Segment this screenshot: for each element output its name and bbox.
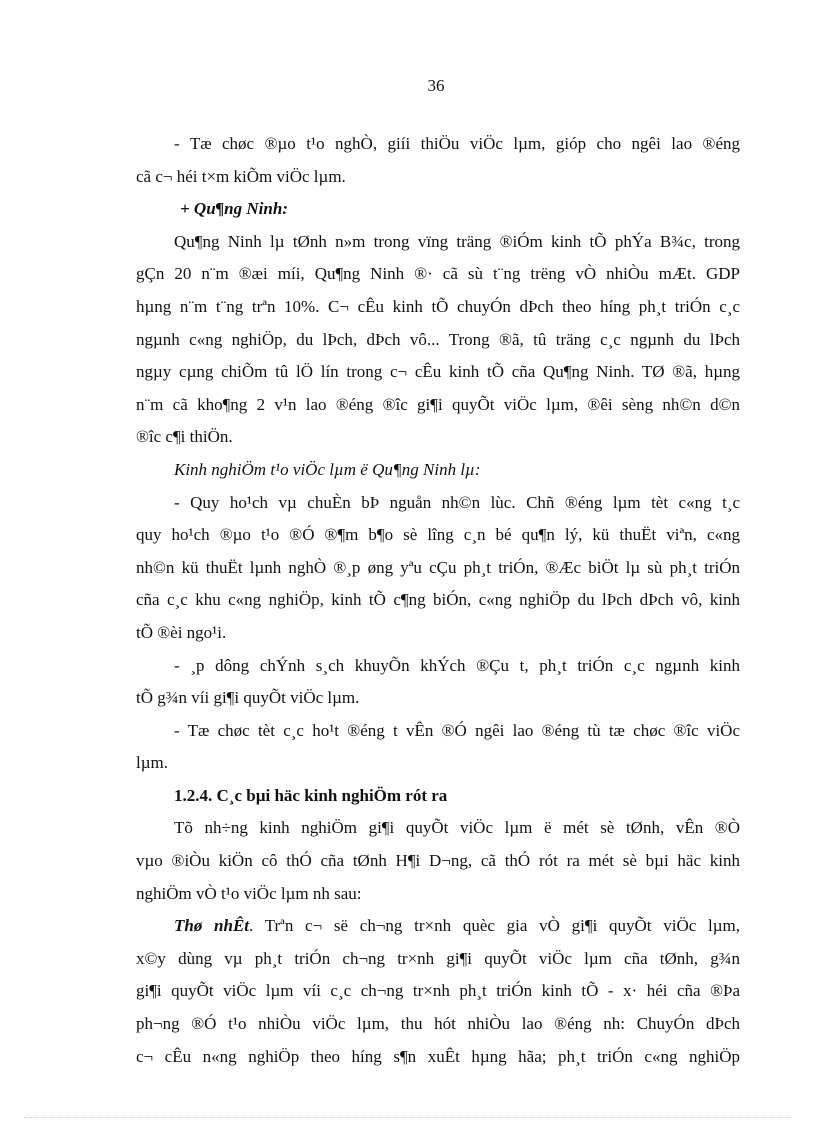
text-line: nh©n kü thuËt lµnh nghÒ ®¸p øng yªu cÇu ph¸t triÓn, ®Æc biÖt lµ sù ph¸t triÓn — [136, 557, 740, 577]
paragraph-vocational-training — [136, 128, 740, 193]
text-line: tÕ g¾n víi gi¶i quyÕt viÖc lµm. — [136, 688, 360, 708]
text-line: hµng n¨m t¨ng trªn 10%. C¬ cÊu kinh tÕ chuyÓn dÞch theo híng ph¸t triÓn c¸c — [136, 296, 740, 316]
page-number: 36 — [427, 76, 445, 95]
document-body — [136, 128, 740, 1073]
first-lesson-label: Thø nhÊt — [174, 916, 250, 936]
text-line: lµm. — [136, 753, 168, 773]
text-line: ngµnh c«ng nghiÖp, du lÞch, dÞch vô... Trong ®ã, tû träng c¸c ngµnh du lÞch — [136, 329, 740, 349]
experience-lead: Kinh nghiÖm t¹o viÖc lµm ë Qu¶ng Ninh lµ: — [174, 459, 481, 479]
text-line: n¨m cã kho¶ng 2 v¹n lao ®éng ®îc gi¶i quyÕt viÖc lµm, ®êi sèng nh©n d©n — [136, 394, 740, 414]
text-line: ngµy cµng chiÕm tû lÖ lín trong c¬ cÊu kinh tÕ cña Qu¶ng Ninh. TØ ®ã, hµng — [136, 362, 740, 382]
text-line: nghiÖm vÒ t¹o viÖc lµm nh sau: — [136, 883, 362, 903]
paragraph-planning — [136, 487, 740, 650]
text-line: - ¸p dông chÝnh s¸ch khuyÕn khÝch ®Çu t, ph¸t triÓn c¸c ngµnh kinh — [174, 655, 740, 675]
page-bottom-divider — [24, 1117, 792, 1118]
text-line: ®îc c¶i thiÖn. — [136, 427, 233, 447]
first-lesson-text: . Trªn c¬ së ch¬ng tr×nh quèc gia vÒ gi¶i quyÕt viÖc lµm, — [249, 916, 740, 936]
text-line: tÕ ®èi ngo¹i. — [136, 622, 227, 642]
paragraph-quang-ninh-overview — [136, 226, 740, 454]
text-line: Tõ nh÷ng kinh nghiÖm gi¶i quyÕt viÖc lµm ë mét sè tØnh, vÊn ®Ò — [174, 818, 740, 838]
text-line: quy ho¹ch ®µo t¹o ®Ó ®¶m b¶o sè lîng c¸n bé qu¶n lý, kü thuËt viªn, c«ng — [136, 525, 740, 545]
text-line: vµo ®iÒu kiÖn cô thÓ cña tØnh H¶i D¬ng, cã thÓ rót ra mét sè bµi häc kinh — [136, 851, 740, 871]
text-line: cã c¬ héi t×m kiÕm viÖc lµm. — [136, 166, 346, 186]
heading-quang-ninh: + Qu¶ng Ninh: — [180, 199, 288, 219]
text-line: gÇn 20 n¨m ®æi míi, Qu¶ng Ninh ®· cã sù t¨ng trëng vÒ nhiÒu mÆt. GDP — [136, 264, 740, 284]
section-heading: 1.2.4. C¸c bµi häc kinh nghiÖm rót ra — [174, 785, 448, 805]
paragraph-investment-policy — [136, 650, 740, 715]
text-line: cña c¸c khu c«ng nghiÖp, kinh tÕ c¶ng biÓn, c«ng nghiÖp du lÞch dÞch vô, kinh — [136, 590, 740, 610]
paragraph-first-lesson — [136, 910, 740, 1073]
text-line: - Tæ chøc tèt c¸c ho¹t ®éng t vÊn ®Ó ngêi lao ®éng tù tæ chøc ®îc viÖc — [174, 720, 740, 740]
text-line — [136, 910, 740, 943]
text-line: gi¶i quyÕt viÖc lµm víi c¸c ch¬ng tr×nh ph¸t triÓn kinh tÕ - x· héi cña ®Þa — [136, 981, 740, 1001]
text-line: ph¬ng ®Ó t¹o nhiÒu viÖc lµm, thu hót nhiÒu lao ®éng nh: ChuyÓn dÞch — [136, 1014, 740, 1034]
paragraph-lessons-intro — [136, 812, 740, 910]
text-line: Qu¶ng Ninh lµ tØnh n»m trong vïng träng ®iÓm kinh tÕ phÝa B¾c, trong — [174, 231, 740, 251]
text-line: - Tæ chøc ®µo t¹o nghÒ, giíi thiÖu viÖc lµm, gióp cho ngêi lao ®éng — [174, 134, 740, 153]
text-line: - Quy ho¹ch vµ chuÈn bÞ nguån nh©n lùc. Chñ ®éng lµm tèt c«ng t¸c — [174, 492, 740, 512]
text-line: x©y dùng vµ ph¸t triÓn ch¬ng tr×nh gi¶i quyÕt viÖc lµm cña tØnh, g¾n — [136, 948, 740, 968]
paragraph-consulting — [136, 715, 740, 780]
text-line: c¬ cÊu n«ng nghiÖp theo híng s¶n xuÊt hµng hãa; ph¸t triÓn c«ng nghiÖp — [136, 1046, 740, 1066]
